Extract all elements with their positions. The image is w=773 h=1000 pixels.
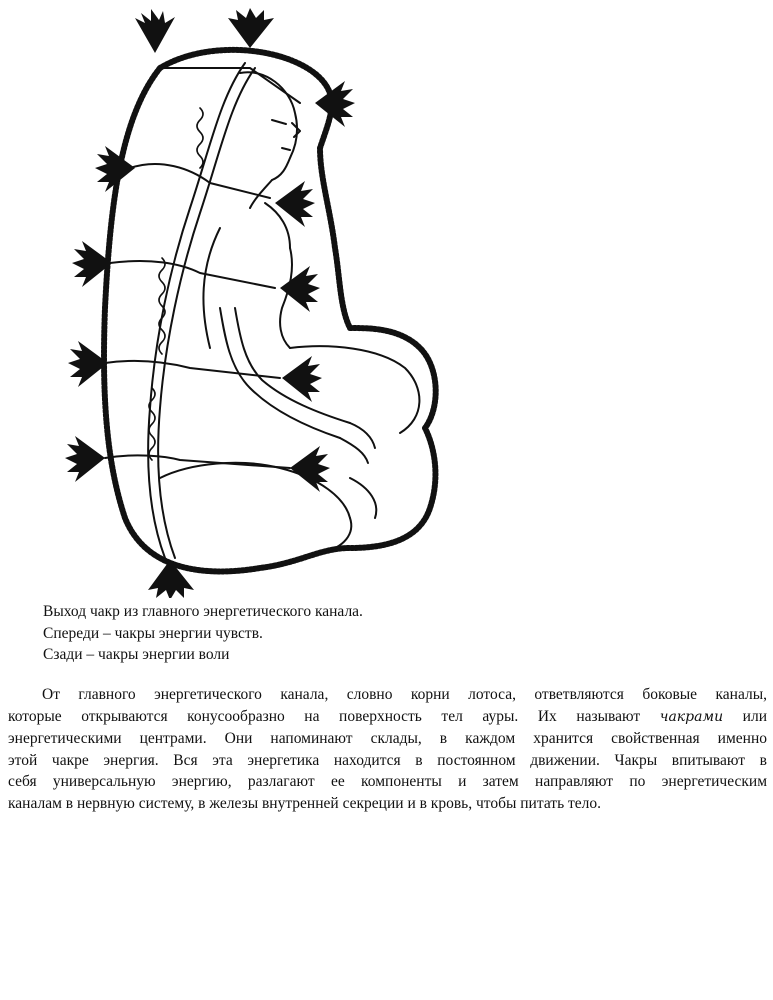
paragraph-line-5: себя универсальную энергию, разлагают ее компоненты и затем направляют по энергетическим [8, 773, 767, 791]
body-paragraph [8, 684, 767, 815]
chakra-drawing [50, 8, 450, 598]
chakras-term: чакрами [659, 708, 724, 725]
caption-line-1: Выход чакр из главного энергетического канала. [43, 603, 363, 620]
chakra-illustration [50, 8, 450, 598]
caption-line-3: Сзади – чакры энергии воли [43, 646, 230, 663]
paragraph-line-1: От главного энергетического канала, словно корни лотоса, ответвляются боковые каналы, [42, 686, 767, 703]
paragraph-line-6: каналам в нервную систему, в железы внутренней секреции и в кровь, чтобы питать тело. [8, 794, 602, 812]
paragraph-line-2-text: которые открываются конусообразно на поверхность тел ауры. Их называют [8, 707, 660, 725]
paragraph-line-2 [8, 706, 767, 729]
paragraph-line-4: этой чакре энергия. Вся эта энергетика находится в постоянном движении. Чакры впитывают в [8, 751, 767, 769]
caption-line-2: Спереди – чакры энергии чувств. [43, 624, 263, 642]
figure-caption [43, 601, 643, 666]
paragraph-line-3: энергетическими центрами. Они напоминают склады, в каждом хранится свойственная именно [8, 730, 767, 748]
paragraph-line-2-tail: или [723, 707, 767, 725]
